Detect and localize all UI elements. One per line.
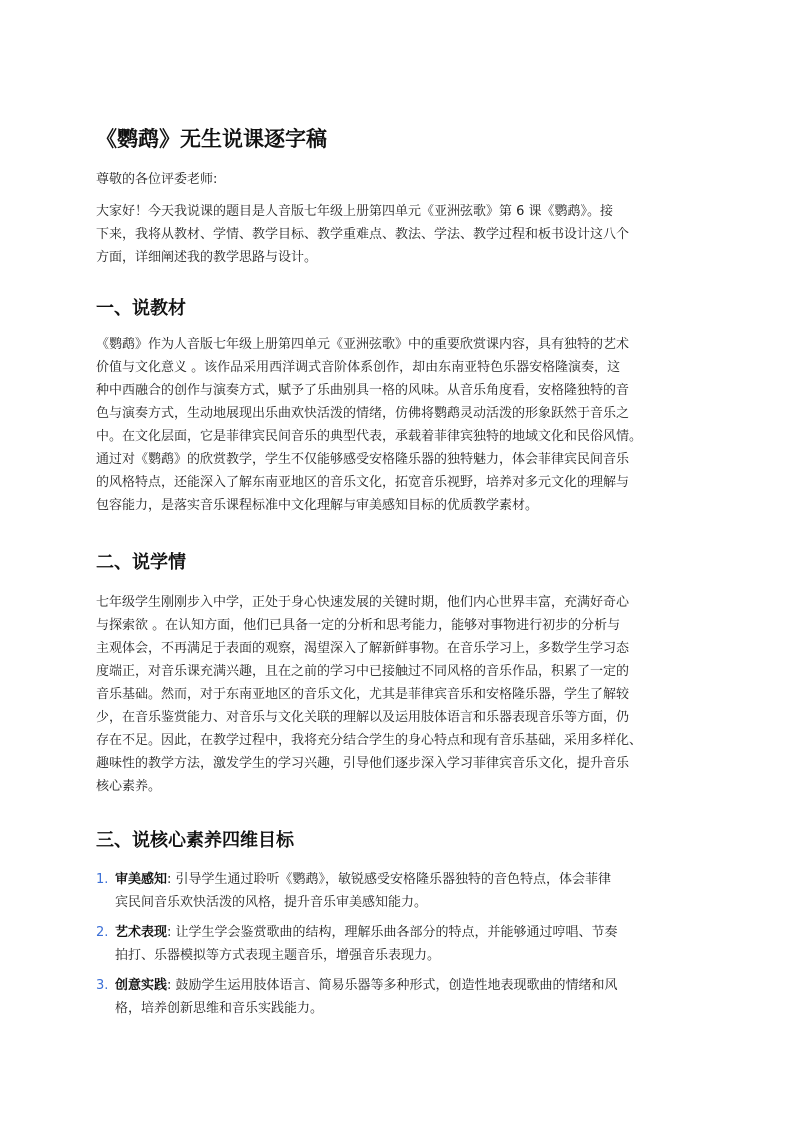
paragraph-line: 大家好！今天我说课的题目是人音版七年级上册第四单元《亚洲弦歌》第 6 课《鹦鹉》。接 <box>96 204 614 219</box>
list-item <box>96 868 706 914</box>
paragraph-line: 度端正，对音乐课充满兴趣，且在之前的学习中已接触过不同风格的音乐作品，积累了一定的 <box>96 664 630 679</box>
intro-paragraph <box>96 200 706 269</box>
objective-text-continued: 拍打、乐器模拟等方式表现主题音乐，增强音乐表现力。 <box>115 948 441 963</box>
paragraph-line: 中。在文化层面，它是菲律宾民间音乐的典型代表，承载着菲律宾独特的地域文化和民俗风情。 <box>96 429 643 444</box>
objective-text-continued: 格，培养创新思维和音乐实践能力。 <box>115 1001 324 1016</box>
paragraph-line: 色与演奏方式，生动地展现出乐曲欢快活泼的情绪，仿佛将鹦鹉灵动活泼的形象跃然于音乐之 <box>96 406 630 421</box>
objectives-list <box>96 868 706 1027</box>
textbook-paragraph <box>96 333 706 517</box>
objective-term: 艺术表现 <box>115 925 168 940</box>
students-paragraph <box>96 591 706 798</box>
list-number: 3. <box>96 978 109 993</box>
paragraph-line: 种中西融合的创作与演奏方式，赋予了乐曲别具一格的风味。从音乐角度看，安格隆独特的音 <box>96 383 630 398</box>
paragraph-line: 包容能力，是落实音乐课程标准中文化理解与审美感知目标的优质教学素材。 <box>96 498 539 513</box>
paragraph-line: 少，在音乐鉴赏能力、对音乐与文化关联的理解以及运用肢体语言和乐器表现音乐等方面，仍 <box>96 710 630 725</box>
paragraph-line: 趣味性的教学方法，激发学生的学习兴趣，引导他们逐步深入学习菲律宾音乐文化，提升音乐 <box>96 756 630 771</box>
section-heading-objectives: 三、说核心素养四维目标 <box>96 830 294 851</box>
paragraph-line: 的风格特点，还能深入了解东南亚地区的音乐文化，拓宽音乐视野，培养对多元文化的理解与 <box>96 475 630 490</box>
section-heading-textbook: 一、说教材 <box>96 298 186 319</box>
paragraph-line: 七年级学生刚刚步入中学，正处于身心快速发展的关键时期，他们内心世界丰富，充满好奇心 <box>96 595 630 610</box>
objective-term: 审美感知 <box>115 872 168 887</box>
section-heading-students: 二、说学情 <box>96 552 186 573</box>
paragraph-line: 与探索欲 。在认知方面，他们已具备一定的分析和思考能力，能够对事物进行初步的分析与 <box>96 618 621 633</box>
objective-text-continued: 宾民间音乐欢快活泼的风格，提升音乐审美感知能力。 <box>115 895 428 910</box>
list-number: 1. <box>96 872 109 887</box>
paragraph-line: 价值与文化意义 。该作品采用西洋调式音阶体系创作，却由东南亚特色乐器安格隆演奏，这 <box>96 360 621 375</box>
paragraph-line: 方面，详细阐述我的教学思路与设计。 <box>96 250 318 265</box>
paragraph-line: 主观体会，不再满足于表面的观察，渴望深入了解新鲜事物。在音乐学习上，多数学生学习态 <box>96 641 630 656</box>
paragraph-line: 通过对《鹦鹉》的欣赏教学，学生不仅能够感受安格隆乐器的独特魅力，体会菲律宾民间音乐 <box>96 452 630 467</box>
objective-text: : 引导学生通过聆听《鹦鹉》，敏锐感受安格隆乐器独特的音色特点，体会菲律 <box>167 872 612 887</box>
paragraph-line: 核心素养。 <box>96 779 162 794</box>
greeting: 尊敬的各位评委老师: <box>96 172 218 187</box>
objective-text: : 让学生学会鉴赏歌曲的结构，理解乐曲各部分的特点，并能够通过哼唱、节奏 <box>167 925 618 940</box>
document-title: 《鹦鹉》无生说课逐字稿 <box>96 127 327 151</box>
paragraph-line: 下来，我将从教材、学情、教学目标、教学重难点、教法、学法、教学过程和板书设计这八个 <box>96 227 630 242</box>
list-item <box>96 974 706 1020</box>
objective-term: 创意实践 <box>115 978 168 993</box>
paragraph-line: 存在不足。因此，在教学过程中，我将充分结合学生的身心特点和现有音乐基础，采用多样化、 <box>96 733 643 748</box>
list-number: 2. <box>96 925 109 940</box>
list-item <box>96 921 706 967</box>
paragraph-line: 《鹦鹉》作为人音版七年级上册第四单元《亚洲弦歌》中的重要欣赏课内容，具有独特的艺术 <box>96 337 630 352</box>
paragraph-line: 音乐基础。然而，对于东南亚地区的音乐文化，尤其是菲律宾音乐和安格隆乐器，学生了解较 <box>96 687 630 702</box>
objective-text: : 鼓励学生运用肢体语言、简易乐器等多种形式，创造性地表现歌曲的情绪和风 <box>167 978 618 993</box>
